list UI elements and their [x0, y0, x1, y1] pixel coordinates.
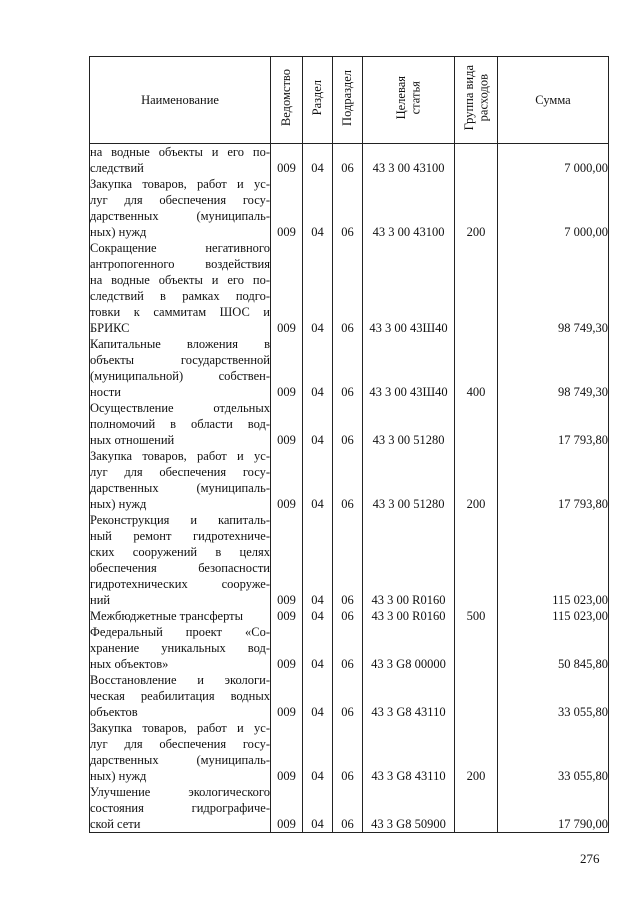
header-name: Наименование [90, 57, 271, 144]
cell-name: Реконструкция и капиталь- ный ремонт гидротехниче- ских сооружений в целях обеспечения безопасности гидротехнических сооруже- ний [90, 513, 270, 607]
cell-expense-group [455, 784, 498, 833]
cell-expense-group: 200 [455, 448, 498, 512]
cell-expense-group: 400 [455, 336, 498, 400]
cell-section: 04 [303, 336, 333, 400]
table-row [90, 720, 609, 784]
cell-target-article: 43 3 00 R0160 [363, 608, 455, 624]
cell-department: 009 [271, 784, 303, 833]
cell-subsection: 06 [333, 608, 363, 624]
table-row [90, 448, 609, 512]
cell-department: 009 [271, 240, 303, 336]
cell-subsection: 06 [333, 176, 363, 240]
header-expense-group: Группа вида расходов [455, 57, 498, 144]
cell-subsection: 06 [333, 240, 363, 336]
cell-target-article: 43 3 00 43100 [363, 144, 455, 177]
cell-sum: 98 749,30 [498, 336, 609, 400]
cell-expense-group [455, 624, 498, 672]
cell-subsection: 06 [333, 672, 363, 720]
cell-section: 04 [303, 144, 333, 177]
cell-sum: 17 793,80 [498, 400, 609, 448]
cell-name: на водные объекты и его по- следствий [90, 145, 270, 175]
cell-section: 04 [303, 624, 333, 672]
cell-expense-group [455, 512, 498, 608]
cell-sum: 115 023,00 [498, 512, 609, 608]
cell-subsection: 06 [333, 144, 363, 177]
cell-name: Осуществление отдельных полномочий в области вод- ных отношений [90, 401, 270, 447]
cell-section: 04 [303, 448, 333, 512]
table-row [90, 784, 609, 833]
cell-subsection: 06 [333, 400, 363, 448]
cell-name: Межбюджетные трансферты [90, 608, 271, 624]
cell-expense-group [455, 400, 498, 448]
cell-department: 009 [271, 512, 303, 608]
cell-department: 009 [271, 144, 303, 177]
cell-section: 04 [303, 240, 333, 336]
cell-section: 04 [303, 608, 333, 624]
cell-department: 009 [271, 400, 303, 448]
cell-name: Федеральный проект «Со- хранение уникальных вод- ных объектов» [90, 625, 270, 671]
cell-target-article: 43 3 00 R0160 [363, 512, 455, 608]
cell-department: 009 [271, 448, 303, 512]
cell-sum: 115 023,00 [498, 608, 609, 624]
header-subsection: Подраздел [333, 57, 363, 144]
table-row [90, 336, 609, 400]
cell-expense-group: 200 [455, 720, 498, 784]
cell-department: 009 [271, 672, 303, 720]
cell-section: 04 [303, 720, 333, 784]
cell-expense-group: 500 [455, 608, 498, 624]
cell-expense-group: 200 [455, 176, 498, 240]
cell-subsection: 06 [333, 624, 363, 672]
table-row [90, 608, 609, 624]
cell-subsection: 06 [333, 720, 363, 784]
cell-subsection: 06 [333, 784, 363, 833]
cell-department: 009 [271, 608, 303, 624]
cell-sum: 33 055,80 [498, 720, 609, 784]
table-row [90, 624, 609, 672]
cell-subsection: 06 [333, 448, 363, 512]
cell-section: 04 [303, 176, 333, 240]
page-number: 276 [580, 851, 600, 866]
cell-department: 009 [271, 624, 303, 672]
cell-target-article: 43 3 G8 43110 [363, 720, 455, 784]
cell-section: 04 [303, 784, 333, 833]
cell-expense-group [455, 672, 498, 720]
cell-target-article: 43 3 00 43Ш40 [363, 336, 455, 400]
budget-table [89, 56, 609, 833]
cell-target-article: 43 3 G8 50900 [363, 784, 455, 833]
cell-target-article: 43 3 00 43Ш40 [363, 240, 455, 336]
cell-sum: 17 793,80 [498, 448, 609, 512]
table-row [90, 240, 609, 336]
cell-sum: 50 845,80 [498, 624, 609, 672]
cell-sum: 33 055,80 [498, 672, 609, 720]
cell-name: Закупка товаров, работ и ус- луг для обеспечения госу- дарственных (муниципаль- ных) нужд [90, 721, 270, 783]
cell-department: 009 [271, 336, 303, 400]
table-row [90, 400, 609, 448]
cell-subsection: 06 [333, 512, 363, 608]
table-row [90, 176, 609, 240]
cell-department: 009 [271, 176, 303, 240]
cell-name: Улучшение экологического состояния гидрографиче- ской сети [90, 785, 270, 831]
cell-sum: 98 749,30 [498, 240, 609, 336]
cell-target-article: 43 3 00 43100 [363, 176, 455, 240]
header-section: Раздел [303, 57, 333, 144]
cell-sum: 7 000,00 [498, 144, 609, 177]
cell-section: 04 [303, 672, 333, 720]
cell-name: Закупка товаров, работ и ус- луг для обеспечения госу- дарственных (муниципаль- ных) нужд [90, 177, 270, 239]
cell-section: 04 [303, 400, 333, 448]
cell-name: Капитальные вложения в объекты государственной (муниципальной) собствен- ности [90, 337, 270, 399]
cell-subsection: 06 [333, 336, 363, 400]
cell-expense-group [455, 144, 498, 177]
cell-section: 04 [303, 512, 333, 608]
table-row [90, 512, 609, 608]
header-sum: Сумма [498, 57, 609, 144]
cell-department: 009 [271, 720, 303, 784]
cell-name: Восстановление и экологи- ческая реабилитация водных объектов [90, 673, 270, 719]
table-header-row [90, 57, 609, 144]
cell-name: Сокращение негативного антропогенного воздействия на водные объекты и его по- следствий в рамках подго- товки к саммитам ШОС и БРИКС [90, 241, 270, 335]
cell-target-article: 43 3 00 51280 [363, 400, 455, 448]
cell-target-article: 43 3 G8 00000 [363, 624, 455, 672]
table-row [90, 144, 609, 177]
cell-target-article: 43 3 G8 43110 [363, 672, 455, 720]
header-department: Ведомство [271, 57, 303, 144]
cell-expense-group [455, 240, 498, 336]
cell-target-article: 43 3 00 51280 [363, 448, 455, 512]
cell-sum: 17 790,00 [498, 784, 609, 833]
table-row [90, 672, 609, 720]
cell-sum: 7 000,00 [498, 176, 609, 240]
header-target-article: Целевая статья [363, 57, 455, 144]
cell-name: Закупка товаров, работ и ус- луг для обеспечения госу- дарственных (муниципаль- ных) нужд [90, 449, 270, 511]
